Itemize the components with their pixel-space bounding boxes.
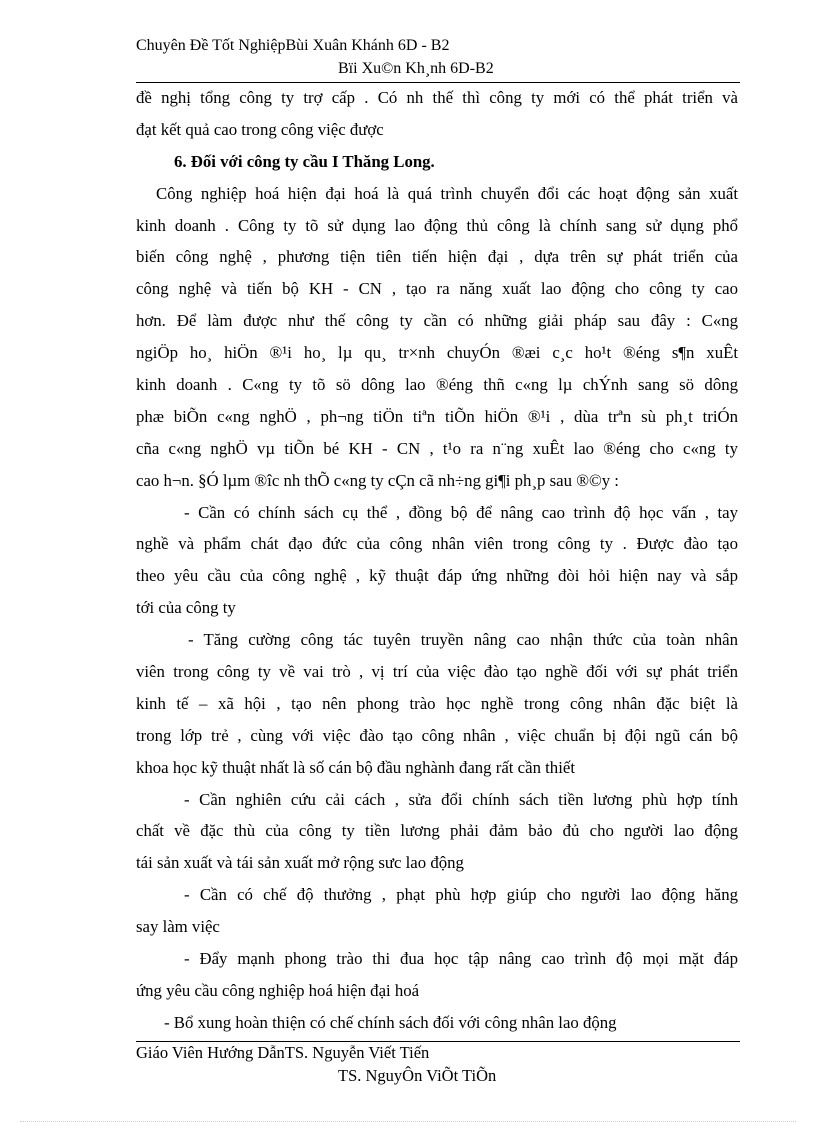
body-line: say làm việc — [136, 917, 220, 937]
footer-line-2: TS. NguyÔn ViÕt TiÕn — [338, 1066, 497, 1085]
body-line: cao h¬n. §Ó lµm ®îc nh thÕ c«ng ty cÇn cã nh÷ng gi¶i ph¸p sau ®©y : — [136, 470, 619, 490]
body-line: hơn. Để làm được như thế công ty cần có những giải pháp sau đây : C«ng — [136, 311, 738, 331]
bullet-line: - Cần nghiên cứu cải cách , sửa đổi chính sách tiền lương phù hợp tính — [184, 789, 738, 809]
header-line-2: Bïi Xu©n Kh¸nh 6D-B2 — [338, 60, 494, 77]
bullet-line: - Cần có chính sách cụ thể , đồng bộ để nâng cao trình độ học vấn , tay — [184, 502, 738, 522]
body-line: tái sản xuất và tái sản xuất mở rộng sưc lao động — [136, 853, 464, 873]
bullet-line: - Bổ xung hoàn thiện có chế chính sách đối với công nhân lao động — [164, 1012, 617, 1032]
bullet-line: - Tăng cường công tác tuyên truyền nâng cao nhận thức của toàn nhân — [188, 630, 738, 650]
body-line: theo yêu cầu của công nghệ , kỹ thuật đáp ứng những đòi hỏi hiện nay và sắp — [136, 566, 738, 586]
footer-divider — [136, 1041, 740, 1042]
section-heading: 6. Đối với công ty cầu I Thăng Long. — [174, 151, 435, 171]
footer-line-1: Giáo Viên Hướng DẫnTS. Nguyễn Viết Tiến — [136, 1043, 430, 1062]
bullet-line: - Đẩy mạnh phong trào thi đua học tập nâng cao trình độ mọi mặt đáp — [184, 949, 738, 969]
body-line: đề nghị tổng công ty trợ cấp . Có nh thế thì công ty mới có thể phát triển và — [136, 88, 738, 107]
header-line-1: Chuyên Đề Tốt NghiệpBùi Xuân Khánh 6D - B2 — [136, 37, 450, 54]
page-break-dotted-line — [20, 1121, 796, 1122]
body-line: phæ biÕn c«ng nghÖ , ph¬ng tiÖn tiªn tiÕn hiÖn ®¹i , dùa trªn sù ph¸t triÓn — [136, 406, 738, 426]
document-body — [136, 82, 738, 1039]
body-line: kinh tế – xã hội , tạo nên phong trào học nghề trong công nhân đặc biệt là — [136, 693, 738, 713]
body-line: ứng yêu cầu công nghiệp hoá hiện đại hoá — [136, 980, 420, 1000]
body-line: ngiÖp ho¸ hiÖn ®¹i ho¸ lµ qu¸ tr×nh chuyÓn ®æi c¸c ho¹t ®éng s¶n xuÊt — [136, 343, 738, 363]
body-line: chất về đặc thù của công ty tiền lương phải đảm bảo đủ cho người lao động — [136, 821, 738, 841]
body-line: nghề và phẩm chát đạo đức của công nhân viên trong công ty . Được đào tạo — [136, 534, 738, 554]
body-line: trong lớp trẻ , cùng với việc đào tạo công nhân , việc chuẩn bị đội ngũ cán bộ — [136, 725, 738, 745]
body-line: đạt kết quả cao trong công việc được — [136, 119, 384, 139]
body-line: kinh doanh . Công ty tõ sử dụng lao động thủ công là chính sang sử dụng phổ — [136, 215, 738, 235]
body-line: viên trong công ty về vai trò , vị trí của việc đào tạo nghề đối với sự phát triển — [136, 662, 738, 682]
body-line: Công nghiệp hoá hiện đại hoá là quá trình chuyển đổi các hoạt động sản xuất — [156, 183, 738, 203]
body-line: kinh doanh . C«ng ty tõ sö dông lao ®éng thñ c«ng lµ chÝnh sang sö dông — [136, 375, 738, 395]
body-line: biến công nghệ , phương tiện tiên tiến hiện đại , dựa trên sự phát triển của — [136, 247, 738, 267]
body-line: khoa học kỹ thuật nhất là số cán bộ đầu nghành đang rất cần thiết — [136, 757, 575, 777]
body-line: công nghệ và tiến bộ KH - CN , tạo ra năng xuất lao động cho công ty cao — [136, 279, 738, 299]
body-line: tới của công ty — [136, 598, 236, 618]
body-line: cña c«ng nghÖ vµ tiÕn bé KH - CN , t¹o ra n¨ng xuÊt lao ®éng cho c«ng ty — [136, 438, 738, 458]
bullet-line: - Cần có chế độ thưởng , phạt phù hợp giúp cho người lao động hăng — [184, 885, 738, 905]
